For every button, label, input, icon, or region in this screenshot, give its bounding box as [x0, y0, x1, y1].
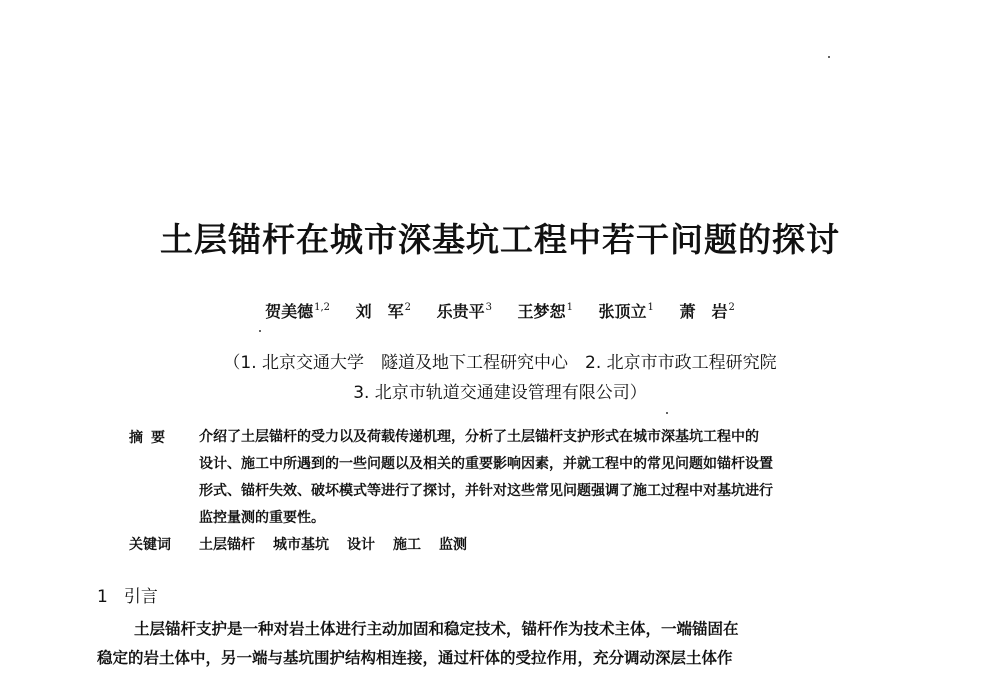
section-heading [97, 582, 158, 607]
abstract-line: 监控量测的重要性。 [199, 510, 325, 526]
author-name: 乐贵平 [436, 302, 485, 321]
paper-title: 土层锚杆在城市深基坑工程中若干问题的探讨 [160, 220, 840, 259]
author [679, 299, 734, 322]
keyword: 监测 [439, 537, 467, 553]
author-name: 贺美德 [265, 302, 314, 321]
abstract-text [199, 427, 909, 535]
keyword: 设计 [347, 537, 375, 553]
author [265, 299, 330, 322]
scan-speck [259, 330, 261, 332]
affiliation-line: （1. 北京交通大学 隧道及地下工程研究中心 2. 北京市市政工程研究院 [223, 353, 777, 373]
keyword: 施工 [393, 537, 421, 553]
author-affiliation-mark: 1 [647, 302, 654, 313]
body-paragraph [97, 618, 917, 676]
author-name: 张顶立 [598, 302, 647, 321]
author-affiliation-mark: 1 [566, 302, 573, 313]
abstract-row [129, 427, 909, 535]
abstract-label: 摘要 [129, 430, 173, 446]
author-name: 王梦恕 [517, 302, 566, 321]
section-title: 引言 [123, 587, 158, 607]
keyword: 城市基坑 [273, 537, 329, 553]
scan-speck [828, 56, 830, 58]
author-affiliation-mark: 2 [404, 302, 411, 313]
keyword: 土层锚杆 [199, 537, 255, 553]
keywords-row [129, 535, 909, 555]
author-list [0, 299, 1000, 322]
abstract-line: 介绍了土层锚杆的受力以及荷载传递机理，分析了土层锚杆支护形式在城市深基坑工程中的 [199, 429, 759, 445]
abstract-line: 设计、施工中所遇到的一些问题以及相关的重要影响因素，并就工程中的常见问题如锚杆设置 [199, 456, 773, 472]
section-number: 1 [97, 587, 108, 607]
author [518, 299, 573, 322]
scan-speck [666, 412, 668, 414]
author-affiliation-mark: 2 [728, 302, 735, 313]
body-line: 稳定的岩土体中，另一端与基坑围护结构相连接，通过杆体的受拉作用，充分调动深层土体作 [97, 648, 733, 667]
author [599, 299, 654, 322]
abstract-block [129, 427, 909, 555]
keywords-label: 关键词 [129, 537, 171, 553]
author [437, 299, 492, 322]
author-name: 刘 军 [355, 302, 404, 321]
affiliation-line: 3. 北京市轨道交通建设管理有限公司） [353, 383, 647, 403]
author-affiliation-mark: 1,2 [314, 302, 331, 313]
author-name: 萧 岩 [679, 302, 728, 321]
abstract-line: 形式、锚杆失效、破坏模式等进行了探讨，并针对这些常见问题强调了施工过程中对基坑进行 [199, 483, 773, 499]
author-affiliation-mark: 3 [485, 302, 492, 313]
author [356, 299, 411, 322]
body-line: 土层锚杆支护是一种对岩土体进行主动加固和稳定技术，锚杆作为技术主体，一端锚固在 [134, 619, 739, 638]
